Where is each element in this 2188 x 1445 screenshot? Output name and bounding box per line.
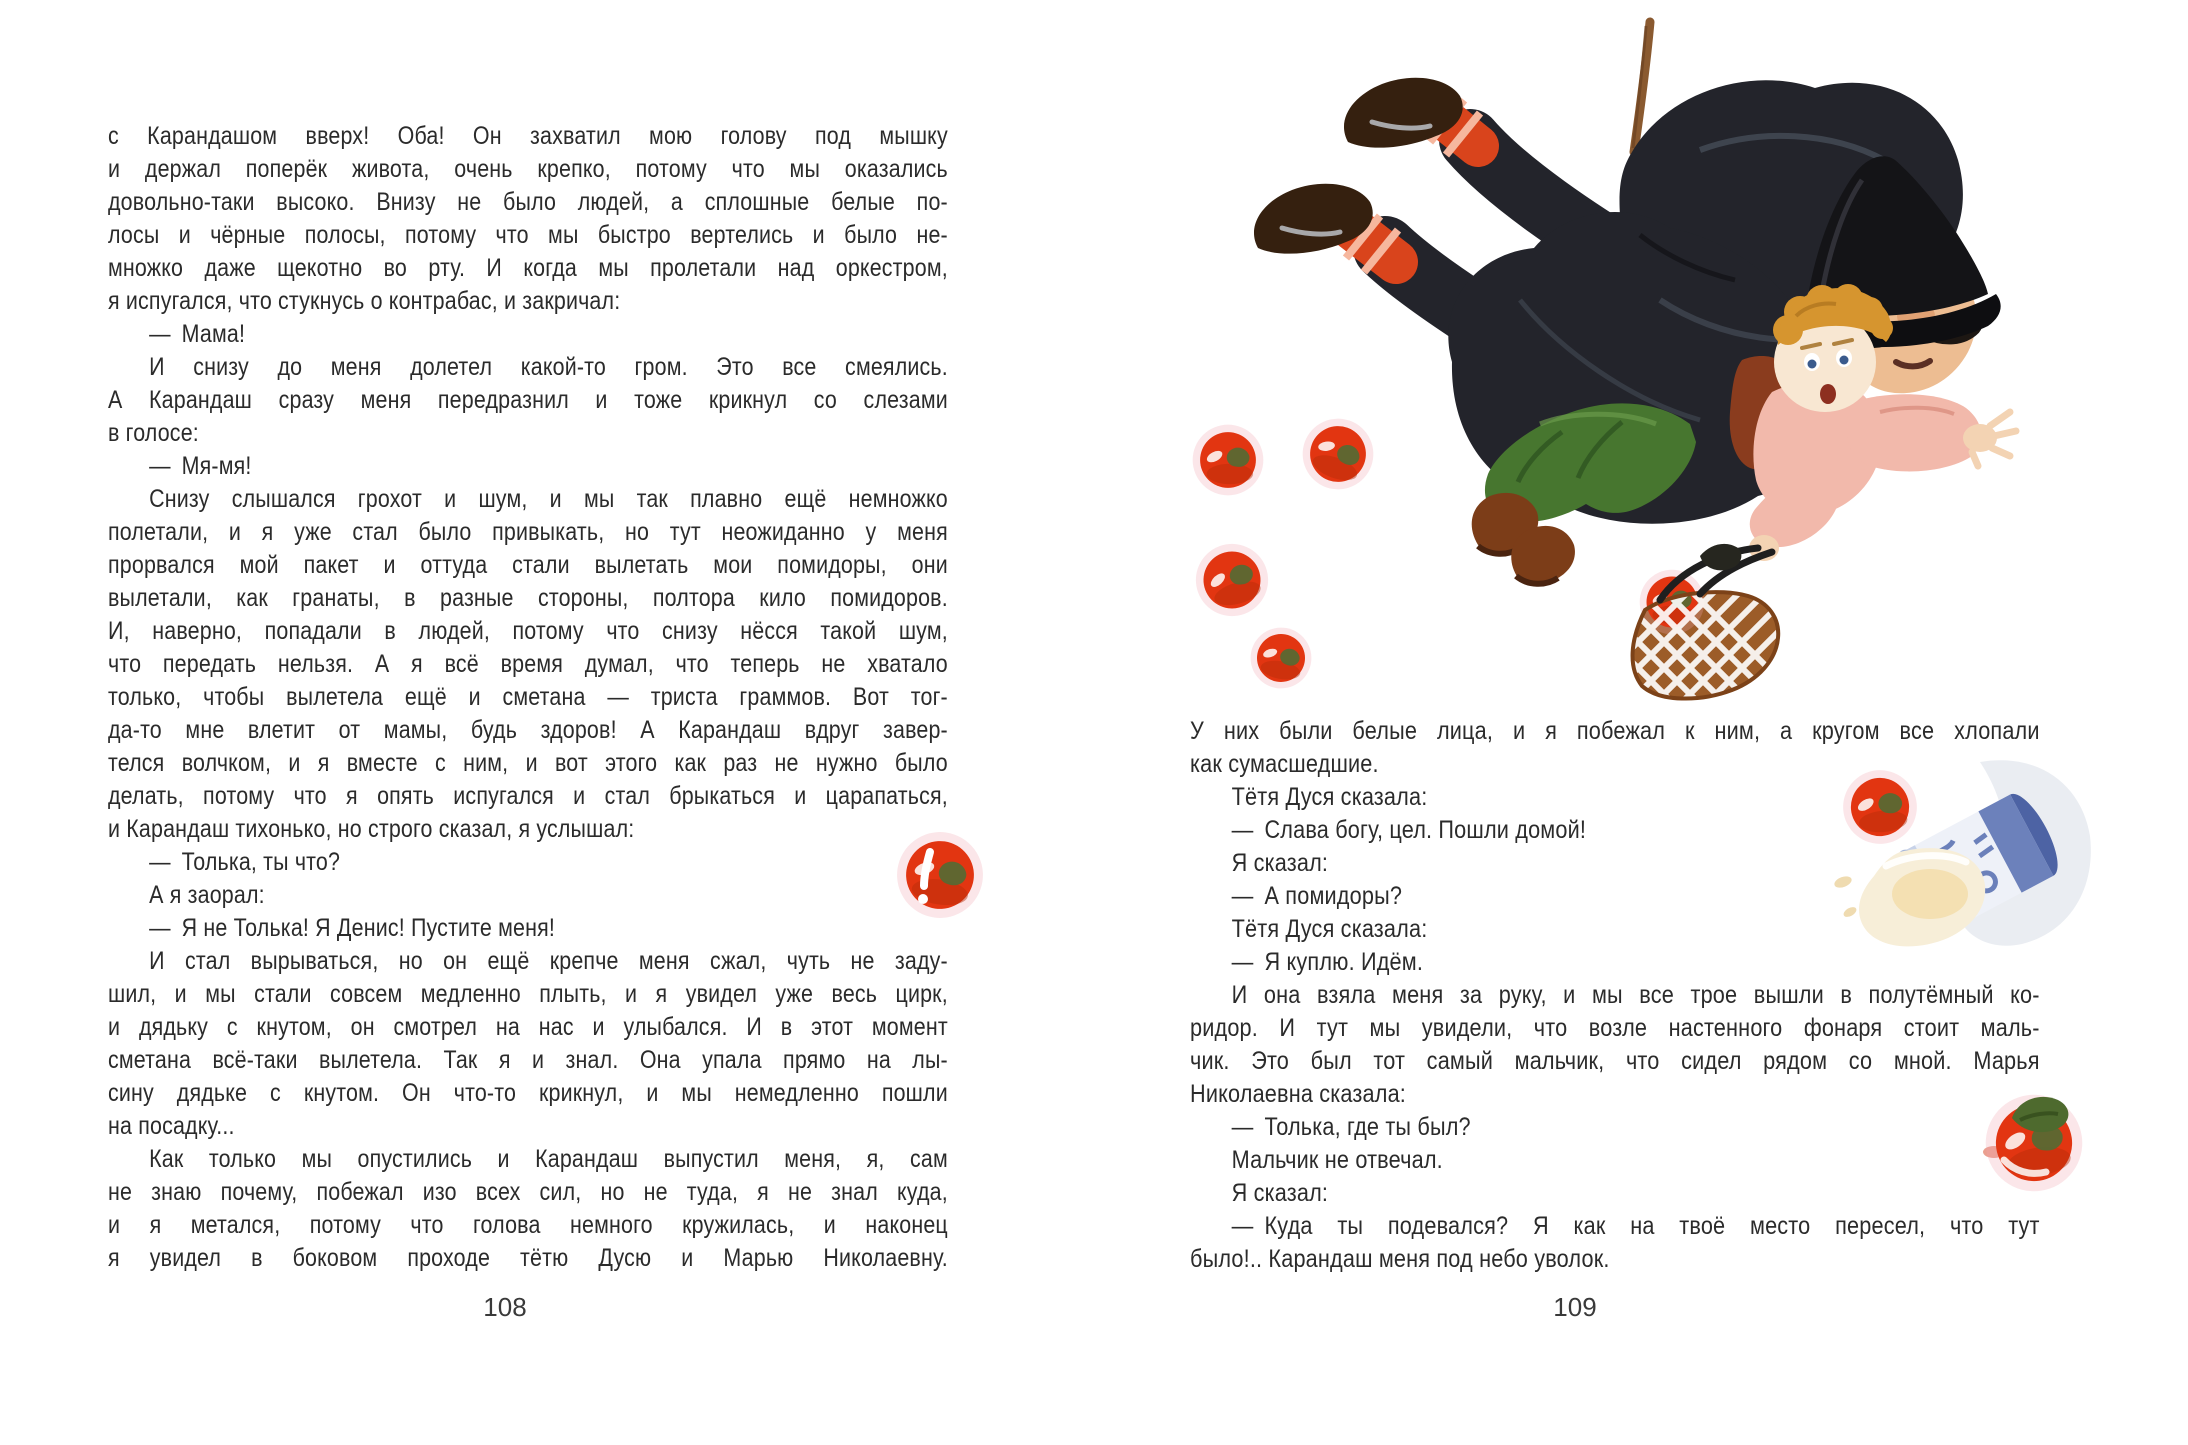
left-page-number: 108 (483, 1292, 527, 1322)
text-line: множко даже щекотно во рту. И когда мы пролетали над оркестром, (108, 254, 948, 282)
text-line: — Мя-мя! (149, 452, 252, 480)
text-line: сину дядьке с кнутом. Он что-то крикнул, и мы немедленно пошли (108, 1079, 948, 1107)
text-line: с Карандашом вверх! Оба! Он захватил мою голову под мышку (108, 122, 948, 150)
text-line: прорвался мой пакет и оттуда стали вылетать мои помидоры, они (108, 551, 948, 579)
text-line: на посадку... (108, 1112, 235, 1140)
tomato (1293, 409, 1384, 500)
text-line: Как только мы опустились и Карандаш выпустил меня, я, сам (149, 1145, 948, 1173)
flying-tomatoes (1188, 409, 1384, 694)
left-page-text (108, 120, 948, 1275)
text-line: было!.. Карандаш меня под небо уволок. (1190, 1245, 1610, 1273)
text-line: и я метался, потому что голова немного кружилась, и наконец (108, 1211, 948, 1239)
text-line: шил, и мы стали совсем медленно плыть, и я увидел уже весь цирк, (108, 980, 948, 1008)
string-bag-with-tomato (1540, 544, 1840, 720)
boy-mouth (1820, 384, 1836, 404)
text-line: в голосе: (108, 419, 199, 447)
text-line: делать, потому что я опять испугался и стал брыкаться и царапаться, (108, 782, 948, 810)
text-line: — Мама! (149, 320, 246, 348)
text-line: — Толька, ты что? (149, 848, 341, 876)
text-line: да-то мне влетит от мамы, будь здоров! А Карандаш вдруг завер- (108, 716, 948, 744)
text-line: телся волчком, и я вместе с ним, и вот этого как раз не нужно было (108, 749, 948, 777)
text-line: вылетали, как гранаты, в разные стороны, полтора кило помидоров. (108, 584, 948, 612)
text-line: Николаевна сказала: (1190, 1080, 1407, 1108)
text-line: А я заорал: (149, 881, 265, 909)
text-line: Тётя Дуся сказала: (1231, 783, 1428, 811)
text-line: А Карандаш сразу меня передразнил и тоже крикнул со слезами (108, 386, 948, 414)
text-line: И стал вырываться, но он ещё крепче меня сжал, чуть не заду- (149, 947, 948, 975)
text-line: Снизу слышался грохот и шум, и мы так плавно ещё немножко (149, 485, 948, 513)
text-line: — Толька, где ты был? (1231, 1113, 1471, 1141)
text-line: Я сказал: (1231, 849, 1329, 877)
text-line: Я сказал: (1231, 1179, 1329, 1207)
text-line: я испугался, что стукнусь о контрабас, и закричал: (108, 287, 621, 315)
text-line: — Куда ты подевался? Я как на твоё место пересел, что тут (1231, 1212, 2040, 1240)
text-line: не знаю почему, побежал изо всех сил, но не туда, я не знал куда, (108, 1178, 948, 1206)
right-page-number: 109 (1553, 1292, 1597, 1322)
text-line: я увидел в боковом проходе тётю Дусю и Марью Николаевну. (108, 1244, 948, 1272)
text-line: И снизу до меня долетел какой-то гром. Это все смеялись. (149, 353, 948, 381)
tomato (1188, 536, 1276, 624)
text-line: И, наверно, попадали в людей, потому что снизу нёсся такой шум, (108, 617, 948, 645)
text-line: полетали, и я уже стал было привыкать, но тут неожиданно у меня (108, 518, 948, 546)
text-line: И она взяла меня за руку, и мы все трое вышли в полутёмный ко- (1231, 981, 2040, 1009)
right-page-text (1190, 715, 2040, 1276)
text-line: как сумасшедшие. (1190, 750, 1379, 778)
text-line: что передать нельзя. А я всё время думал, что теперь не хватало (108, 650, 948, 678)
text-line: — Я не Толька! Я Денис! Пустите меня! (149, 914, 556, 942)
text-line: лосы и чёрные полосы, потому что мы быстро вертелись и было не- (108, 221, 948, 249)
text-line: и держал поперёк живота, очень крепко, потому что мы оказались (108, 155, 948, 183)
text-line: только, чтобы вылетела ещё и сметана — триста граммов. Вот тог- (108, 683, 948, 711)
tomato (1193, 425, 1264, 496)
text-line: чик. Это был тот самый мальчик, что сидел рядом со мной. Марья (1190, 1047, 2040, 1075)
text-line: и дядьку с кнутом, он смотрел на нас и улыбался. И в этот момент (108, 1013, 948, 1041)
text-line: довольно-таки высоко. Внизу не было людей, а сплошные белые по- (108, 188, 948, 216)
text-line: сметана всё-таки вылетела. Так я и знал. Она упала прямо на лы- (108, 1046, 948, 1074)
text-line: и Карандаш тихонько, но строго сказал, я услышал: (108, 815, 635, 843)
text-line: — Я куплю. Идём. (1231, 948, 1424, 976)
text-line: Мальчик не отвечал. (1231, 1146, 1443, 1174)
text-line: ридор. И тут мы увидели, что возле настенного фонаря стоит маль- (1190, 1014, 2040, 1042)
text-line: Тётя Дуся сказала: (1231, 915, 1428, 943)
tomato (1246, 623, 1316, 693)
text-line: — А помидоры? (1231, 882, 1403, 910)
text-line: У них были белые лица, и я побежал к ним, а кругом все хлопали (1190, 717, 2040, 745)
text-line: — Слава богу, цел. Пошли домой! (1231, 816, 1587, 844)
